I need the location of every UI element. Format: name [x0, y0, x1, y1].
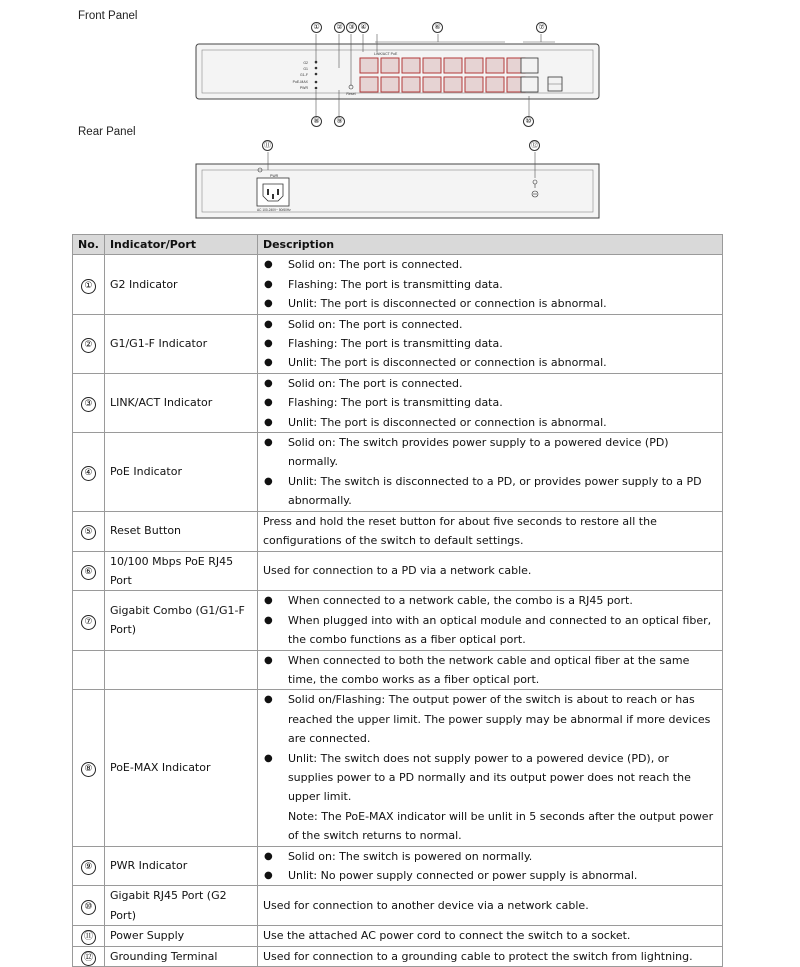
- bullet-item: ● When plugged into with an optical module and connected to an optical fiber, the combo functions as a fiber optical port.: [263, 611, 717, 650]
- label-reset: Reset: [346, 92, 356, 96]
- bullet-item: ● Unlit: The port is disconnected or connection is abnormal.: [263, 413, 717, 432]
- callout-10: ⑩: [523, 116, 534, 127]
- bullet-item: ● Flashing: The port is transmitting data.: [263, 334, 717, 353]
- row-description: Used for connection to a PD via a network cable.: [257, 551, 722, 591]
- label-poe-max: PoE-MAX: [292, 80, 308, 84]
- row-name: Gigabit RJ45 Port (G2 Port): [104, 886, 257, 926]
- row-description: Used for connection to a grounding cable to protect the switch from lightning.: [257, 946, 722, 966]
- front-panel-drawing: [190, 34, 610, 118]
- row-number: ⑦: [81, 615, 96, 630]
- row-description: Use the attached AC power cord to connect the switch to a socket.: [257, 926, 722, 946]
- row-name: Grounding Terminal: [104, 946, 257, 966]
- table-header-row: [73, 235, 723, 255]
- callout-8: ⑧: [311, 116, 322, 127]
- row-name: G1/G1-F Indicator: [104, 314, 257, 373]
- rear-panel-drawing: [190, 150, 610, 220]
- table-row: [73, 551, 723, 591]
- bullet-item: ● Solid on: The port is connected.: [263, 315, 717, 334]
- bullet-item: ● Unlit: No power supply connected or power supply is abnormal.: [263, 866, 717, 885]
- table-row: [73, 591, 723, 650]
- table-row: [73, 926, 723, 946]
- row-name: PoE-MAX Indicator: [104, 690, 257, 846]
- label-g1: G1: [303, 67, 308, 71]
- header-description: Description: [257, 235, 722, 255]
- table-row: [73, 886, 723, 926]
- callout-6: ⑥: [432, 22, 443, 33]
- bullet-item: ● Solid on: The port is connected.: [263, 255, 717, 274]
- callout-11: ⑪: [264, 141, 271, 149]
- bullet-item: ● Solid on: The switch is powered on normally.: [263, 847, 717, 866]
- row-number: ⑪: [81, 930, 96, 945]
- bullet-item: ● When connected to both the network cable and optical fiber at the same time, the combo works as a fiber optical port.: [263, 651, 717, 690]
- label-g2: G2: [303, 61, 308, 65]
- row-number: ④: [81, 466, 96, 481]
- bullet-item: ● Solid on/Flashing: The output power of the switch is about to reach or has reached the upper limit. The power supply may be abnormal if more devices are connected.: [263, 690, 717, 748]
- table-row: [73, 373, 723, 432]
- row-number-empty: [73, 650, 105, 690]
- table-row: [73, 650, 723, 690]
- row-name: PoE Indicator: [104, 433, 257, 512]
- bullet-item: ● Flashing: The port is transmitting data.: [263, 275, 717, 294]
- header-no: No.: [73, 235, 105, 255]
- callout-4: ④: [358, 22, 369, 33]
- row-name: Gigabit Combo (G1/G1-F Port): [104, 591, 257, 650]
- bullet-item: ● Unlit: The switch is disconnected to a PD, or provides power supply to a PD abnormally.: [263, 472, 717, 511]
- table-row: [73, 511, 723, 551]
- bullet-item: ● When connected to a network cable, the combo is a RJ45 port.: [263, 591, 717, 610]
- callout-3: ③: [346, 22, 357, 33]
- row-name: Reset Button: [104, 511, 257, 551]
- row-number: ③: [81, 397, 96, 412]
- row-note: Note: The PoE-MAX indicator will be unlit in 5 seconds after the output power of the switch returns to normal.: [287, 809, 714, 843]
- row-number: ⑫: [81, 951, 96, 966]
- label-pwr: PWR: [299, 86, 308, 90]
- label-ac-rating: AC 100-240V~ 50/60Hz: [257, 208, 291, 212]
- bullet-item: ● Solid on: The port is connected.: [263, 374, 717, 393]
- row-number: ①: [81, 279, 96, 294]
- label-link-poe: LINK/ACT PoE: [374, 52, 398, 56]
- spec-table: [72, 234, 723, 967]
- row-number: ⑨: [81, 860, 96, 875]
- row-description: Press and hold the reset button for about five seconds to restore all the configurations of the switch to default settings.: [257, 511, 722, 551]
- callout-7: ⑦: [536, 22, 547, 33]
- row-number: ⑥: [81, 565, 96, 580]
- header-indicator-port: Indicator/Port: [104, 235, 257, 255]
- table-row: [73, 255, 723, 314]
- bullet-item: ● Solid on: The switch provides power supply to a powered device (PD) normally.: [263, 433, 717, 472]
- row-name-empty: [104, 650, 257, 690]
- table-row: [73, 433, 723, 512]
- bullet-item: ● Flashing: The port is transmitting data.: [263, 393, 717, 412]
- table-row: [73, 314, 723, 373]
- bullet-item: ● Unlit: The switch does not supply power to a powered device (PD), or supplies power to a PD normally and its output power does not reach the upper limit.: [263, 749, 717, 807]
- callout-4-spacer: [372, 22, 383, 33]
- row-description: Used for connection to another device via a network cable.: [257, 886, 722, 926]
- row-number: ②: [81, 338, 96, 353]
- bullet-item: ● Unlit: The port is disconnected or connection is abnormal.: [263, 353, 717, 372]
- table-row: [73, 846, 723, 886]
- row-number: ⑩: [81, 900, 96, 915]
- row-name: G2 Indicator: [104, 255, 257, 314]
- row-number: ⑧: [81, 762, 96, 777]
- callout-12: ⑫: [531, 141, 538, 149]
- table-row: [73, 690, 723, 846]
- row-name: Power Supply: [104, 926, 257, 946]
- callout-9: ⑨: [334, 116, 345, 127]
- rear-panel-label: Rear Panel: [78, 126, 136, 138]
- row-name: LINK/ACT Indicator: [104, 373, 257, 432]
- row-name: 10/100 Mbps PoE RJ45 Port: [104, 551, 257, 591]
- front-panel-label: Front Panel: [78, 10, 138, 22]
- callout-2: ②: [334, 22, 345, 33]
- table-row: [73, 946, 723, 966]
- row-name: PWR Indicator: [104, 846, 257, 886]
- bullet-item: ● Unlit: The port is disconnected or connection is abnormal.: [263, 294, 717, 313]
- label-g1f: G1-F: [300, 73, 308, 77]
- label-rear-pwr: PWR: [270, 174, 279, 178]
- callout-1: ①: [311, 22, 322, 33]
- row-number: ⑤: [81, 525, 96, 540]
